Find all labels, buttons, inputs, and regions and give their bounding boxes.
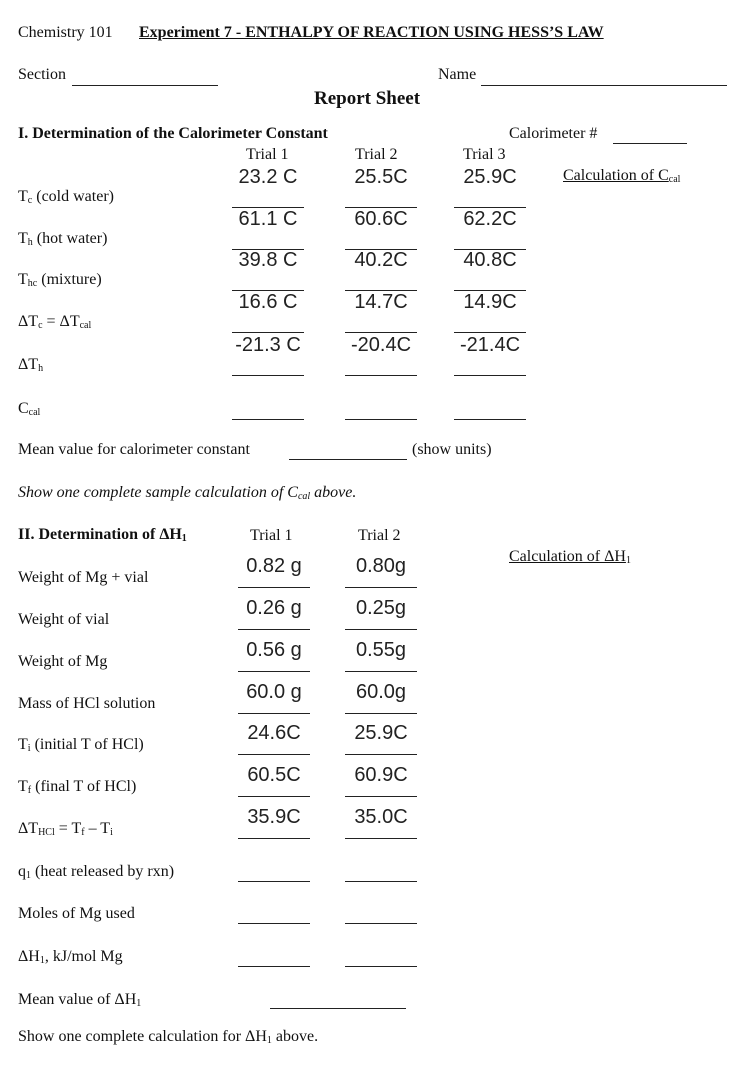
p1-r3-t1-value: 16.6 C (238, 291, 298, 313)
row-label: Weight of Mg + vial (18, 569, 149, 586)
p1-r2-t1-value: 39.8 C (238, 249, 298, 271)
p2-r3-t2-field[interactable] (345, 713, 417, 714)
p1-r0-t1-value: 23.2 C (238, 166, 298, 188)
mean-dh1-label: Mean value of $\Delta H_1$ (18, 991, 142, 1009)
part1-trial2-header: Trial 2 (355, 146, 398, 163)
p2-r0-t1-value: 0.82 g (246, 555, 302, 577)
p2-r5-t2-field[interactable] (345, 796, 417, 797)
course-title: Chemistry 101 (18, 24, 113, 41)
row-label: $T_f$ (final T of HCl) (18, 778, 137, 796)
p2-r3-t1-value: 60.0 g (246, 681, 302, 703)
final-calc-note: Show one complete calculation for $\Delta H_1$ above. (18, 1028, 319, 1046)
part1-trial3-header: Trial 3 (463, 146, 506, 163)
name-label: Name (438, 66, 477, 83)
sample-calc-note: Show one complete sample calculation of $C_{cal}$ above. (18, 484, 357, 502)
p1-r4-t2-value: -20.4C (350, 334, 412, 356)
p1-r1-t2-value: 60.6C (354, 208, 408, 230)
part2-trial2-header: Trial 2 (358, 527, 401, 544)
p1-r3-t3-value: 14.9C (463, 291, 517, 313)
p1-r5-t1-field[interactable] (232, 419, 304, 420)
p2-r2-t1-field[interactable] (238, 671, 310, 672)
name-field[interactable] (481, 85, 727, 86)
p1-r3-t2-value: 14.7C (354, 291, 408, 313)
p1-r4-t3-field[interactable] (454, 375, 526, 376)
p2-r9-t2-field[interactable] (345, 966, 417, 967)
p2-r6-t1-field[interactable] (238, 838, 310, 839)
p2-r6-t1-value: 35.9C (247, 806, 301, 828)
p2-r5-t2-value: 60.9C (354, 764, 408, 786)
p2-r5-t1-value: 60.5C (247, 764, 301, 786)
row-label: Weight of vial (18, 611, 110, 628)
section-label: Section (18, 66, 66, 83)
p1-r4-t2-field[interactable] (345, 375, 417, 376)
part1-heading: I. Determination of the Calorimeter Constant (18, 125, 328, 142)
part1-trial1-header: Trial 1 (246, 146, 289, 163)
p2-r3-t1-field[interactable] (238, 713, 310, 714)
mean-ccal-label: Mean value for calorimeter constant (18, 441, 250, 458)
row-label: $C_{cal}$ (18, 400, 41, 418)
p1-r4-t1-field[interactable] (232, 375, 304, 376)
row-label: $\Delta H_1$, kJ/mol Mg (18, 948, 123, 966)
part2-heading: II. Determination of $\Delta H_1$ (18, 526, 187, 544)
p1-r3-t3-field[interactable] (454, 332, 526, 333)
mean-dh1-field[interactable] (270, 1008, 406, 1009)
p1-r5-t2-field[interactable] (345, 419, 417, 420)
p2-r1-t1-value: 0.26 g (246, 597, 302, 619)
p2-r2-t1-value: 0.56 g (246, 639, 302, 661)
p2-r2-t2-field[interactable] (345, 671, 417, 672)
p1-r2-t3-value: 40.8C (463, 249, 517, 271)
p2-r5-t1-field[interactable] (238, 796, 310, 797)
p2-r9-t1-field[interactable] (238, 966, 310, 967)
p2-r1-t2-field[interactable] (345, 629, 417, 630)
p1-r4-t3-value: -21.4C (459, 334, 521, 356)
calc-dh1-label: Calculation of $\Delta H_1$ (509, 548, 631, 566)
p2-r8-t1-field[interactable] (238, 923, 310, 924)
row-label: Mass of HCl solution (18, 695, 156, 712)
p1-r2-t2-value: 40.2C (354, 249, 408, 271)
experiment-title: Experiment 7 - ENTHALPY OF REACTION USING HESS’S LAW (139, 24, 604, 41)
p2-r7-t1-field[interactable] (238, 881, 310, 882)
p2-r0-t2-field[interactable] (345, 587, 417, 588)
calorimeter-number-label: Calorimeter # (509, 125, 598, 142)
calc-ccal-label: Calculation of $C_{cal}$ (563, 167, 681, 185)
row-label: $q_1$ (heat released by rxn) (18, 863, 175, 881)
p1-r3-t2-field[interactable] (345, 332, 417, 333)
row-label: $T_c$ (cold water) (18, 188, 114, 206)
row-label: $T_{hc}$ (mixture) (18, 271, 102, 289)
p2-r6-t2-value: 35.0C (354, 806, 408, 828)
p1-r1-t1-value: 61.1 C (238, 208, 298, 230)
row-label: Weight of Mg (18, 653, 108, 670)
p2-r6-t2-field[interactable] (345, 838, 417, 839)
row-label: Moles of Mg used (18, 905, 135, 922)
mean-ccal-field[interactable] (289, 459, 407, 460)
p1-r1-t3-value: 62.2C (463, 208, 517, 230)
row-label: $\Delta T_h$ (18, 356, 44, 374)
row-label: $\Delta T_{HCl} = T_f - T_i$ (18, 820, 113, 838)
p1-r5-t3-field[interactable] (454, 419, 526, 420)
p2-r3-t2-value: 60.0g (355, 681, 407, 703)
p1-r3-t1-field[interactable] (232, 332, 304, 333)
p2-r4-t1-value: 24.6C (247, 722, 301, 744)
section-field[interactable] (72, 85, 218, 86)
part2-trial1-header: Trial 1 (250, 527, 293, 544)
row-label: $T_h$ (hot water) (18, 230, 108, 248)
row-label: $T_i$ (initial T of HCl) (18, 736, 144, 754)
show-units-note: (show units) (412, 441, 492, 458)
p2-r4-t2-field[interactable] (345, 754, 417, 755)
report-title: Report Sheet (314, 88, 421, 109)
p2-r0-t1-field[interactable] (238, 587, 310, 588)
p2-r0-t2-value: 0.80g (355, 555, 407, 577)
p2-r4-t2-value: 25.9C (354, 722, 408, 744)
p2-r8-t2-field[interactable] (345, 923, 417, 924)
p1-r4-t1-value: -21.3 C (235, 334, 301, 356)
p2-r7-t2-field[interactable] (345, 881, 417, 882)
p2-r2-t2-value: 0.55g (355, 639, 407, 661)
p2-r1-t1-field[interactable] (238, 629, 310, 630)
p2-r4-t1-field[interactable] (238, 754, 310, 755)
calorimeter-number-field[interactable] (613, 143, 687, 144)
p1-r0-t2-value: 25.5C (354, 166, 408, 188)
row-label: $\Delta T_c = \Delta T_{cal}$ (18, 313, 92, 331)
p1-r0-t3-value: 25.9C (463, 166, 517, 188)
p2-r1-t2-value: 0.25g (355, 597, 407, 619)
